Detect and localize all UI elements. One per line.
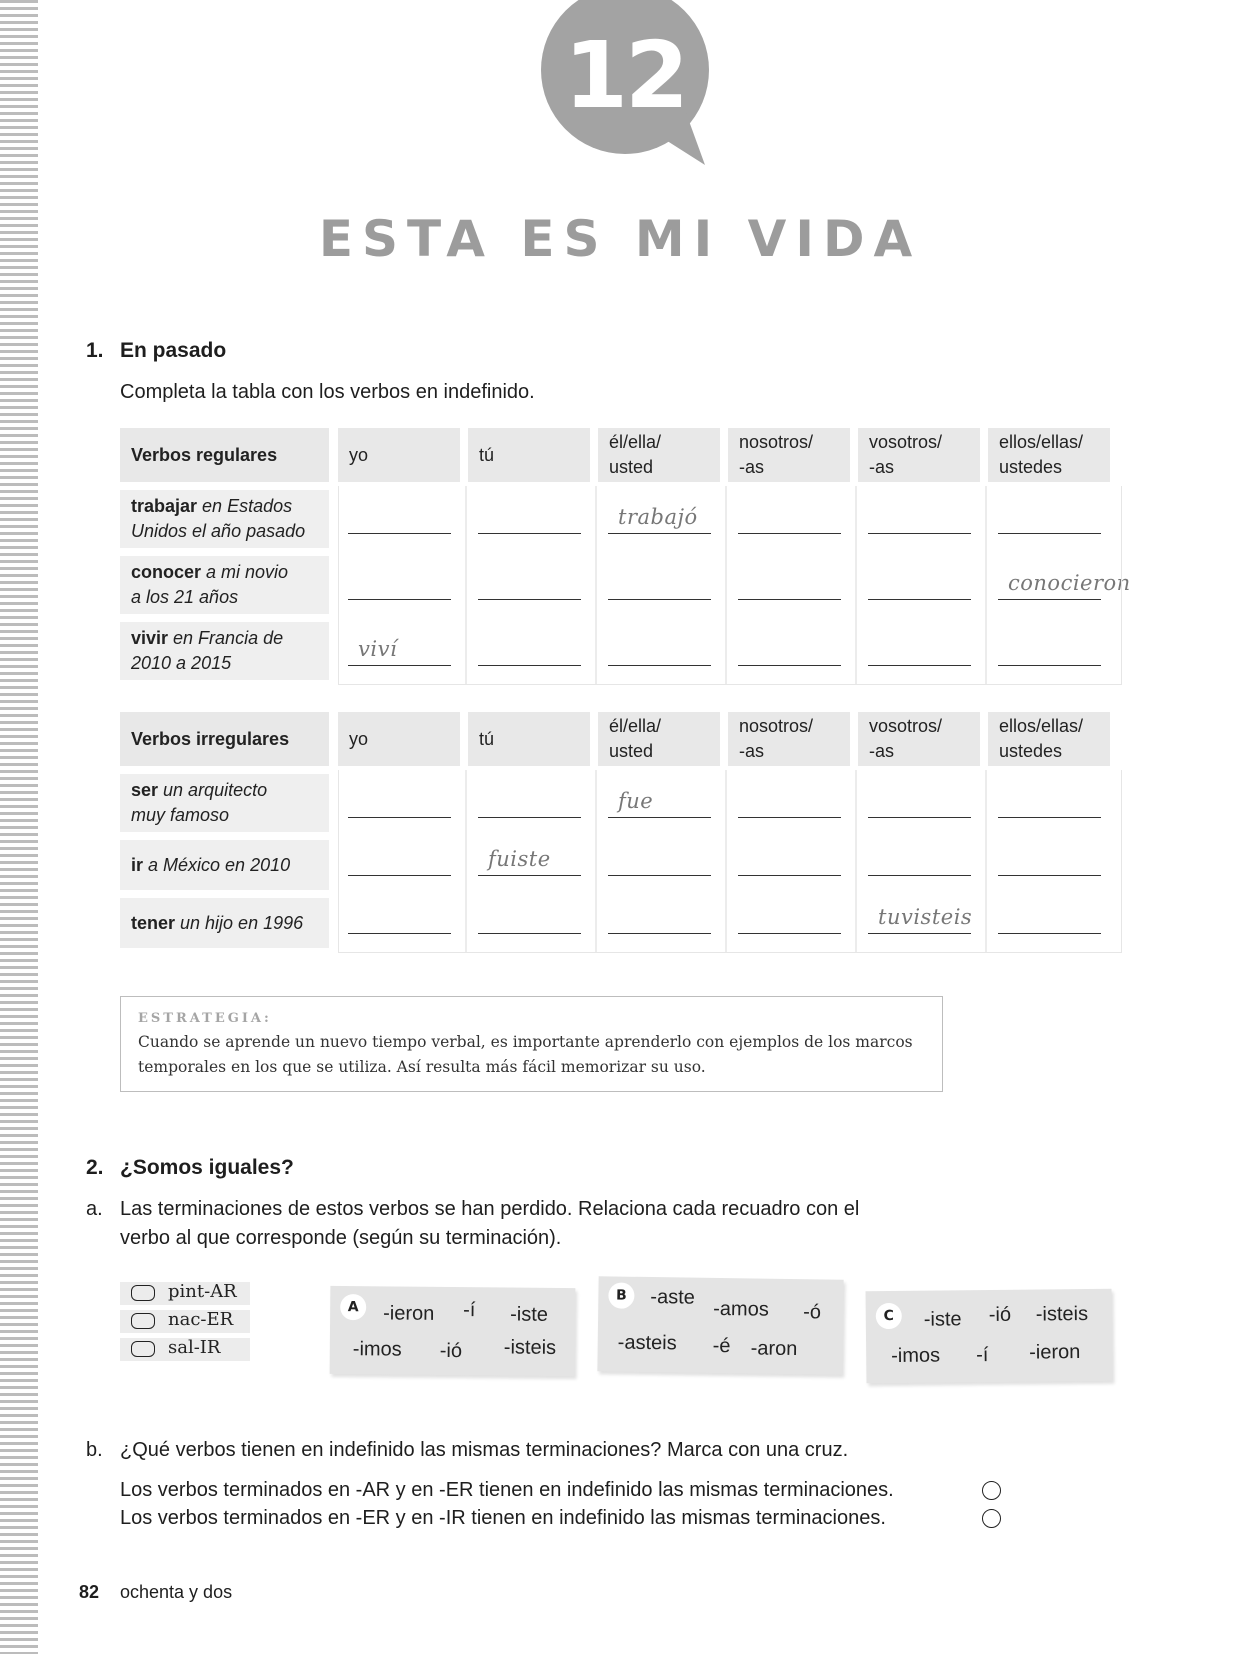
ending: -é xyxy=(712,1334,731,1358)
statement-2: Los verbos terminados en -ER y en -IR tienen en indefinido las mismas terminaciones. xyxy=(120,1507,886,1529)
ending: -imos xyxy=(352,1338,402,1361)
ending: -amos xyxy=(713,1297,769,1321)
exercise-1-number: 1. xyxy=(86,339,104,362)
column-divider xyxy=(595,486,597,684)
handwritten-answer: conocieron xyxy=(1008,571,1131,595)
strategy-text: Cuando se aprende un nuevo tiempo verbal, es importante aprenderlo con ejemplos de los marcos temporales en los que se utiliza. Así resulta más fácil memorizar su uso. xyxy=(138,1033,913,1076)
verb-option-pintar[interactable] xyxy=(120,1282,250,1305)
page-number: 82 xyxy=(79,1582,100,1602)
table-header-pronoun: ellos/ellas/ ustedes xyxy=(988,712,1110,766)
column-divider xyxy=(855,770,857,952)
part-b-instruction: ¿Qué verbos tienen en indefinido las mismas terminaciones? Marca con una cruz. xyxy=(120,1439,849,1461)
table-header-pronoun: vosotros/ -as xyxy=(858,712,980,766)
ending: -ió xyxy=(439,1339,463,1363)
verb-context: a México en 2010 xyxy=(143,854,291,875)
verb-infinitive: vivir xyxy=(131,628,169,648)
exercise-1-title: En pasado xyxy=(120,339,227,362)
verb-context: un hijo en 1996 xyxy=(175,912,304,933)
table-header-pronoun: tú xyxy=(468,428,590,482)
verb-context: en Estados Unidos el año pasado xyxy=(131,496,306,541)
column-divider xyxy=(985,770,987,952)
ending: -aron xyxy=(750,1337,798,1361)
strategy-title: ESTRATEGIA: xyxy=(138,1011,272,1026)
checkbox-icon[interactable] xyxy=(131,1285,155,1301)
ending: -ieron xyxy=(1029,1341,1081,1364)
column-divider xyxy=(985,486,987,684)
table-header-pronoun: ellos/ellas/ ustedes xyxy=(988,428,1110,482)
table-row-label xyxy=(120,774,329,832)
chapter-number: 12 xyxy=(563,22,687,129)
card-letter: C xyxy=(876,1303,902,1329)
handwritten-answer: tuvisteis xyxy=(878,905,973,929)
exercise-2-title: ¿Somos iguales? xyxy=(120,1156,294,1179)
verb-option-label: nac-ER xyxy=(168,1309,234,1330)
checkbox-icon[interactable] xyxy=(131,1341,155,1357)
table-header-pronoun: tú xyxy=(468,712,590,766)
ending: -ió xyxy=(988,1303,1012,1327)
table-row-label xyxy=(120,622,329,680)
table-header-verbs: Verbos irregulares xyxy=(120,712,329,766)
column-divider xyxy=(855,486,857,684)
strategy-box xyxy=(120,996,943,1092)
ending: -isteis xyxy=(503,1336,557,1359)
ending: -iste xyxy=(510,1303,549,1326)
verb-infinitive: conocer xyxy=(131,562,202,582)
page-number-words: ochenta y dos xyxy=(120,1582,233,1602)
verb-infinitive: ser xyxy=(131,780,159,800)
ending: -í xyxy=(463,1299,476,1322)
verb-infinitive: tener xyxy=(131,912,176,933)
answer-grid xyxy=(338,486,1122,685)
ending: -asteis xyxy=(617,1331,677,1355)
chapter-title: ESTA ES MI VIDA xyxy=(318,210,922,268)
ending-card-a xyxy=(330,1286,576,1376)
verb-option-salir[interactable] xyxy=(120,1338,250,1361)
verb-context: en Francia de 2010 a 2015 xyxy=(131,628,284,673)
card-letter: A xyxy=(340,1294,366,1320)
table-header-pronoun: yo xyxy=(338,428,460,482)
table-header-pronoun: él/ella/ usted xyxy=(598,428,720,482)
answer-grid xyxy=(338,770,1122,953)
verb-context: un arquitecto muy famoso xyxy=(131,780,268,825)
column-divider xyxy=(595,770,597,952)
column-divider xyxy=(465,486,467,684)
exercise-1-instruction: Completa la tabla con los verbos en indefinido. xyxy=(120,381,535,403)
verb-infinitive: ir xyxy=(131,854,144,875)
table-row-label xyxy=(120,898,329,948)
handwritten-answer: viví xyxy=(358,637,398,661)
ending: -iste xyxy=(923,1308,962,1331)
part-a-letter: a. xyxy=(86,1198,103,1220)
table-row-label xyxy=(120,556,329,614)
table-header-pronoun: él/ella/ usted xyxy=(598,712,720,766)
table-row-label xyxy=(120,840,329,890)
table-header-pronoun: yo xyxy=(338,712,460,766)
exercise-2-number: 2. xyxy=(86,1156,104,1179)
column-divider xyxy=(725,770,727,952)
table-header-verbs: Verbos regulares xyxy=(120,428,329,482)
checkbox-icon[interactable] xyxy=(131,1313,155,1329)
part-b-letter: b. xyxy=(86,1439,103,1461)
verb-infinitive: trabajar xyxy=(131,496,198,516)
ending: -ieron xyxy=(383,1302,435,1325)
column-divider xyxy=(465,770,467,952)
ending: -imos xyxy=(891,1344,941,1368)
ending-card-b xyxy=(597,1276,843,1374)
table-row-label xyxy=(120,490,329,548)
statement-2-radio-icon[interactable] xyxy=(982,1509,1001,1528)
statement-1-radio-icon[interactable] xyxy=(982,1481,1001,1500)
part-a-instruction: Las terminaciones de estos verbos se han perdido. Relaciona cada recuadro con el verbo al que corresponde (según su terminación). xyxy=(120,1198,860,1249)
statement-1: Los verbos terminados en -AR y en -ER tienen en indefinido las mismas terminaciones. xyxy=(120,1479,894,1501)
ending: -ó xyxy=(803,1301,822,1324)
column-divider xyxy=(725,486,727,684)
ending: -í xyxy=(976,1344,989,1367)
ending: -isteis xyxy=(1035,1302,1089,1326)
table-header-pronoun: nosotros/ -as xyxy=(728,712,850,766)
verb-option-nacer[interactable] xyxy=(120,1310,250,1333)
ending: -aste xyxy=(650,1286,696,1309)
verb-context: a mi novio a los 21 años xyxy=(131,562,289,607)
handwritten-answer: trabajó xyxy=(618,505,698,529)
handwritten-answer: fuiste xyxy=(488,847,551,871)
table-header-pronoun: nosotros/ -as xyxy=(728,428,850,482)
verb-option-label: sal-IR xyxy=(168,1337,221,1358)
handwritten-answer: fue xyxy=(618,789,654,813)
verb-option-label: pint-AR xyxy=(168,1281,237,1302)
card-letter: B xyxy=(608,1282,634,1308)
ending-card-c xyxy=(866,1289,1113,1384)
table-header-pronoun: vosotros/ -as xyxy=(858,428,980,482)
